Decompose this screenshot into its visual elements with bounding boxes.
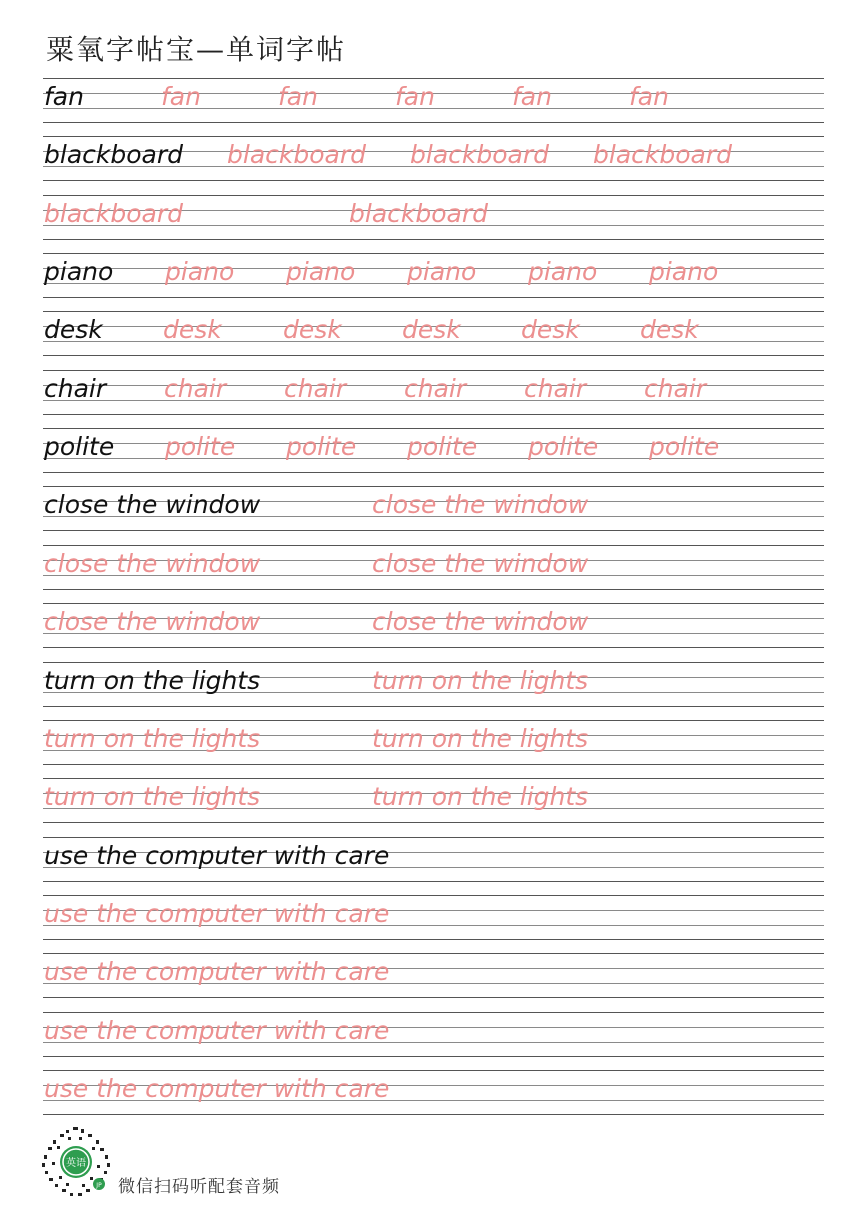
practice-row xyxy=(43,720,824,765)
ruled-line xyxy=(43,78,824,79)
ruled-line xyxy=(43,720,824,721)
ruled-line xyxy=(43,428,824,429)
trace-word: turn on the lights xyxy=(372,782,589,812)
ruled-line xyxy=(43,647,824,648)
page-title: 粟氧字帖宝—单词字帖 xyxy=(46,33,347,66)
practice-row xyxy=(43,311,824,356)
ruled-line xyxy=(43,180,824,181)
trace-word: turn on the lights xyxy=(372,723,589,753)
trace-word: desk xyxy=(402,315,461,345)
trace-word: blackboard xyxy=(593,140,732,170)
ruled-line xyxy=(43,136,824,137)
trace-word: chair xyxy=(524,373,587,403)
ruled-line xyxy=(43,764,824,765)
ruled-line xyxy=(43,822,824,823)
trace-word: close the window xyxy=(372,548,589,578)
model-word: piano xyxy=(44,257,114,287)
scan-instruction: 微信扫码听配套音频 xyxy=(118,1177,280,1197)
trace-word: chair xyxy=(644,373,707,403)
ruled-line xyxy=(43,297,824,298)
trace-word: close the window xyxy=(372,607,589,637)
trace-word: chair xyxy=(284,373,347,403)
trace-word: chair xyxy=(404,373,467,403)
practice-row xyxy=(43,1070,824,1115)
ruled-line xyxy=(43,253,824,254)
trace-word: use the computer with care xyxy=(44,957,390,987)
ruled-line xyxy=(43,603,824,604)
trace-word: fan xyxy=(161,82,201,111)
ruled-line xyxy=(43,1056,824,1057)
ruled-line xyxy=(43,1070,824,1071)
ruled-line xyxy=(43,662,824,663)
ruled-line xyxy=(43,239,824,240)
ruled-line xyxy=(43,837,824,838)
trace-word: desk xyxy=(521,315,580,345)
trace-word: polite xyxy=(407,432,478,462)
trace-word: piano xyxy=(528,257,598,287)
trace-word: fan xyxy=(278,82,318,111)
ruled-line xyxy=(43,311,824,312)
ruled-line xyxy=(43,939,824,940)
ruled-line xyxy=(43,953,824,954)
qr-code-icon[interactable] xyxy=(40,1126,112,1198)
model-word: close the window xyxy=(44,490,261,520)
practice-row xyxy=(43,953,824,998)
trace-word: piano xyxy=(165,257,235,287)
ruled-line xyxy=(43,778,824,779)
trace-word: desk xyxy=(163,315,222,345)
trace-word: close the window xyxy=(44,607,261,637)
practice-row xyxy=(43,486,824,531)
practice-row xyxy=(43,837,824,882)
practice-row xyxy=(43,603,824,648)
trace-word: piano xyxy=(286,257,356,287)
trace-word: piano xyxy=(407,257,477,287)
ruled-line xyxy=(43,895,824,896)
practice-row xyxy=(43,662,824,707)
trace-word: use the computer with care xyxy=(44,1015,390,1045)
trace-word: polite xyxy=(165,432,236,462)
ruled-line xyxy=(43,1114,824,1115)
model-word: polite xyxy=(44,432,115,462)
trace-word: polite xyxy=(649,432,720,462)
trace-word: fan xyxy=(629,82,669,111)
practice-row xyxy=(43,778,824,823)
practice-row xyxy=(43,78,824,123)
trace-word: polite xyxy=(528,432,599,462)
trace-word: use the computer with care xyxy=(44,1073,390,1103)
ruled-line xyxy=(43,355,824,356)
practice-row xyxy=(43,136,824,181)
trace-word: polite xyxy=(286,432,357,462)
trace-word: use the computer with care xyxy=(44,898,390,928)
ruled-line xyxy=(43,706,824,707)
ruled-line xyxy=(43,414,824,415)
trace-word: turn on the lights xyxy=(372,665,589,695)
ruled-line xyxy=(43,195,824,196)
trace-word: close the window xyxy=(44,548,261,578)
trace-word: blackboard xyxy=(410,140,549,170)
trace-word: close the window xyxy=(372,490,589,520)
trace-word: chair xyxy=(164,373,227,403)
practice-row xyxy=(43,195,824,240)
model-word: turn on the lights xyxy=(44,665,261,695)
trace-word: turn on the lights xyxy=(44,782,261,812)
practice-row xyxy=(43,253,824,298)
practice-row xyxy=(43,1012,824,1057)
ruled-line xyxy=(43,370,824,371)
trace-word: fan xyxy=(512,82,552,111)
footer xyxy=(40,1126,360,1198)
logo-text: 英语 xyxy=(66,1158,86,1169)
model-word: chair xyxy=(44,373,107,403)
model-word: use the computer with care xyxy=(44,840,390,870)
model-word: blackboard xyxy=(44,140,183,170)
ruled-line xyxy=(43,122,824,123)
trace-word: blackboard xyxy=(349,198,488,228)
trace-word: piano xyxy=(649,257,719,287)
trace-word: fan xyxy=(395,82,435,111)
model-word: fan xyxy=(44,82,84,111)
practice-row xyxy=(43,370,824,415)
trace-word: desk xyxy=(283,315,342,345)
trace-word: desk xyxy=(640,315,699,345)
trace-word: blackboard xyxy=(227,140,366,170)
logo-badge: JP xyxy=(96,1182,102,1189)
ruled-line xyxy=(43,530,824,531)
ruled-line xyxy=(43,589,824,590)
practice-row xyxy=(43,895,824,940)
trace-word: turn on the lights xyxy=(44,723,261,753)
ruled-line xyxy=(43,1012,824,1013)
model-word: desk xyxy=(44,315,103,345)
ruled-line xyxy=(43,881,824,882)
trace-word: blackboard xyxy=(44,198,183,228)
ruled-line xyxy=(43,472,824,473)
ruled-line xyxy=(43,545,824,546)
practice-row xyxy=(43,545,824,590)
practice-row xyxy=(43,428,824,473)
ruled-line xyxy=(43,997,824,998)
ruled-line xyxy=(43,486,824,487)
